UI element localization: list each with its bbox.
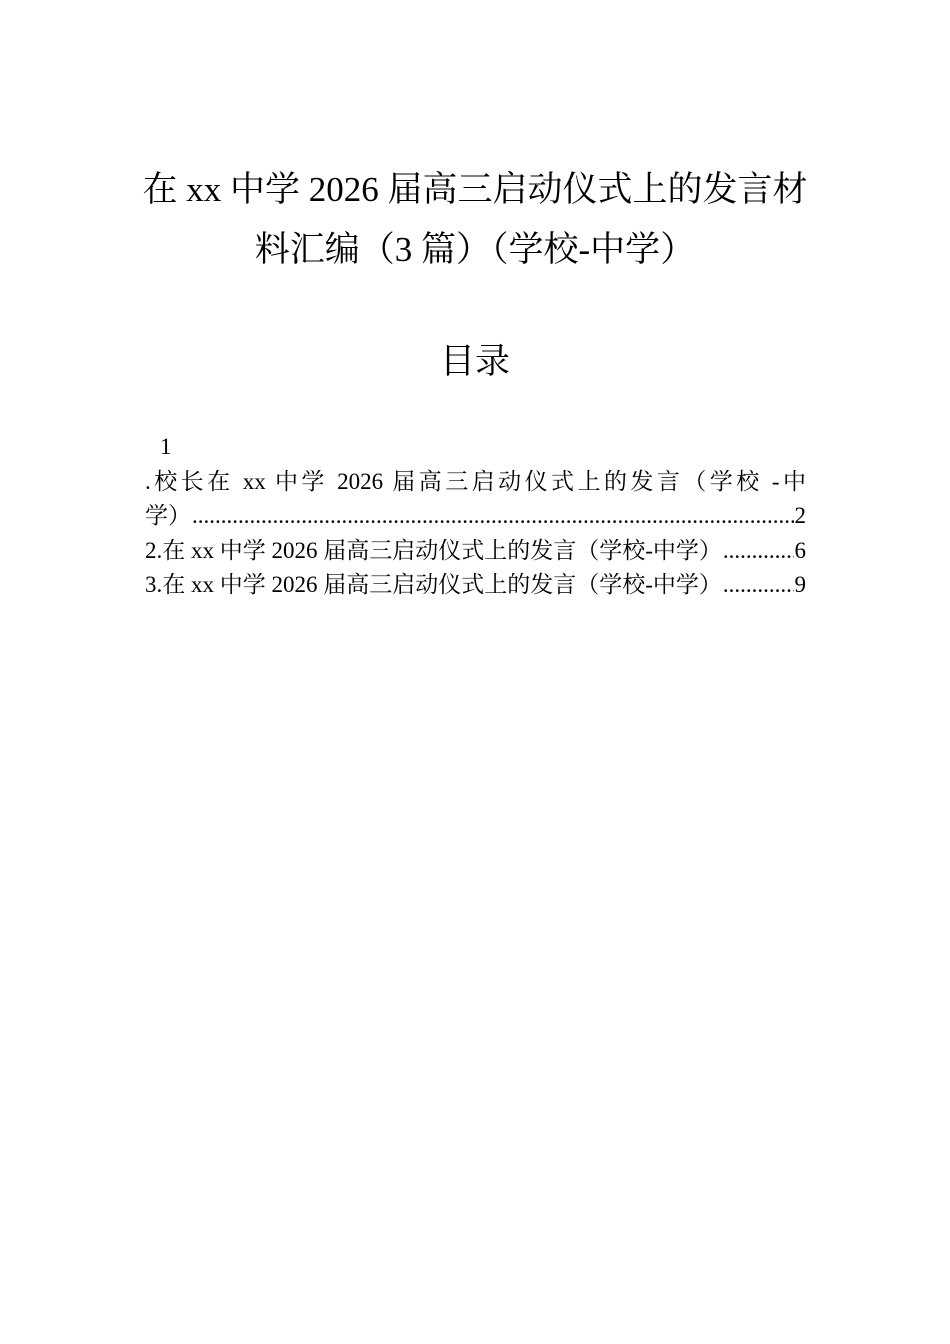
toc-entry-1-title[interactable]: .校长在 xx 中学 2026 届高三启动仪式上的发言（学校 -中 bbox=[145, 468, 806, 494]
toc-leader-dots bbox=[723, 568, 794, 603]
toc-entry-1-number: 1 bbox=[160, 434, 172, 459]
toc-entry-1[interactable] bbox=[145, 499, 806, 534]
toc-entry-3[interactable] bbox=[145, 568, 806, 603]
table-of-contents bbox=[145, 430, 806, 603]
title-line-1: 在 xx 中学 2026 届高三启动仪式上的发言材 bbox=[142, 170, 808, 209]
toc-heading: 目录 bbox=[439, 342, 510, 381]
title-line-2: 料汇编（3 篇）（学校-中学） bbox=[254, 230, 696, 269]
toc-entry-2-page: 6 bbox=[794, 537, 806, 563]
toc-leader-dots bbox=[723, 534, 794, 569]
toc-leader-dots bbox=[192, 499, 794, 534]
toc-entry-1-page: 2 bbox=[794, 503, 806, 528]
toc-entry-3-title: 3.在 xx 中学 2026 届高三启动仪式上的发言（学校-中学） bbox=[145, 572, 722, 597]
document-title bbox=[142, 160, 808, 280]
toc-entry-2-title: 2.在 xx 中学 2026 届高三启动仪式上的发言（学校-中学） bbox=[145, 537, 722, 563]
toc-entry-2[interactable] bbox=[145, 534, 806, 569]
toc-entry-3-page: 9 bbox=[794, 572, 806, 597]
toc-entry-1-title-cont: 学） bbox=[145, 503, 191, 528]
